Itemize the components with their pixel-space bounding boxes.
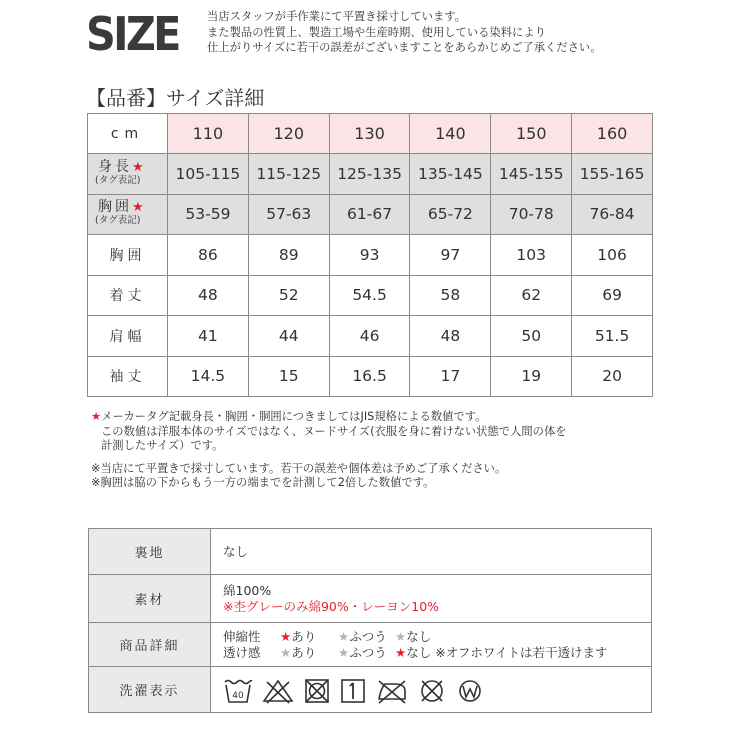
star-icon: ★ [280,644,292,660]
sheer-option-yes [280,645,338,661]
table-cell: 53-59 [168,194,249,235]
size-header-cell: 110 [168,114,249,154]
table-row [88,316,653,357]
material-note: ※杢グレーのみ綿90%・レーヨン10% [223,598,440,614]
wash-tub-40-icon [223,678,253,704]
table-cell: 89 [248,235,329,276]
row-label-length: 着丈 [88,275,168,316]
table-cell: 44 [248,316,329,357]
material-text: 綿100% [223,582,272,598]
note-line: この数値は洋服本体のサイズではなく、ヌードサイズ(衣服を身に着けない状態で人間の体を [101,424,567,438]
product-info-table [88,528,652,713]
table-cell: 50 [491,316,572,357]
info-row-lining [89,529,652,575]
row-label-text: 胸囲 [98,199,132,216]
row-label-sub: (タグ表記) [95,174,141,186]
note-line: ※胸囲は脇の下からもう一方の端までを計測して2倍した数値です。 [91,476,435,489]
option-text: なし [406,628,432,644]
table-cell: 97 [410,235,491,276]
row-label-height [88,154,168,195]
option-text: あり [291,628,317,644]
table-cell: 19 [491,356,572,397]
info-label: 洗濯表示 [89,667,211,713]
table-cell: 135-145 [410,154,491,195]
table-cell: 115-125 [248,154,329,195]
row-label-sleeve: 袖丈 [88,356,168,397]
measurement-disclaimer [207,9,647,56]
table-row [88,275,653,316]
note-line: 計測したサイズ）です。 [101,439,224,452]
info-value: なし [211,529,652,575]
table-cell: 125-135 [329,154,410,195]
table-cell: 52 [248,275,329,316]
star-icon: ★ [132,159,144,175]
size-header-cell: 120 [248,114,329,154]
table-cell: 48 [168,275,249,316]
disclaimer-line: また製品の性質上、製造工場や生産時期、使用している染料により [207,25,546,39]
stretch-label: 伸縮性 [223,628,261,644]
size-header-cell: 140 [410,114,491,154]
size-heading: SIZE [86,7,179,61]
disclaimer-line: 仕上がりサイズに若干の誤差がございますことをあらかじめご了承ください。 [207,41,602,54]
sheer-row [223,645,651,661]
star-icon: ★ [132,200,144,216]
size-header-row [88,114,653,154]
table-cell: 41 [168,316,249,357]
row-label-sub: (タグ表記) [95,215,141,227]
table-cell: 65-72 [410,194,491,235]
stretch-option-yes [280,629,338,645]
star-icon: ★ [91,410,102,423]
star-icon: ★ [395,644,407,660]
table-cell: 105-115 [168,154,249,195]
table-cell: 46 [329,316,410,357]
table-cell: 61-67 [329,194,410,235]
info-label: 商品詳細 [89,623,211,667]
table-cell: 20 [572,356,653,397]
disclaimer-line: 当店スタッフが手作業にて平置き採寸しています。 [207,10,466,23]
table-cell: 103 [491,235,572,276]
table-cell: 16.5 [329,356,410,397]
unit-label: cm [88,114,168,154]
option-text: ふつう [349,644,387,660]
line-dry-icon [339,678,367,704]
option-text: あり [291,644,317,660]
star-icon: ★ [338,644,350,660]
table-cell: 58 [410,275,491,316]
no-tumble-dry-icon [303,678,331,704]
size-header-cell: 130 [329,114,410,154]
size-header-cell: 150 [491,114,572,154]
row-label-text: 身長 [98,158,132,175]
size-table [87,113,653,397]
sheer-note: ※オフホワイトは若干透けます [435,644,608,660]
info-label: 裏地 [89,529,211,575]
table-cell: 86 [168,235,249,276]
info-value [211,623,652,667]
table-cell: 17 [410,356,491,397]
note-line: ※当店にて平置きで採寸しています。若干の誤差や個体差は予めご了承ください。 [91,461,507,475]
table-cell: 76-84 [572,194,653,235]
row-label-shoulder: 肩幅 [88,316,168,357]
table-cell: 106 [572,235,653,276]
note-text: メーカータグ記載身長・胸囲・胴囲につきましてはJIS規格による数値です。 [101,410,487,423]
stretch-option-normal [338,629,395,645]
table-cell: 15 [248,356,329,397]
wet-clean-icon [455,678,485,704]
wash-temp-label: 40 [232,690,244,701]
table-row [88,194,653,235]
table-cell: 62 [491,275,572,316]
info-row-care [89,667,652,713]
table-row [88,154,653,195]
table-cell: 51.5 [572,316,653,357]
star-icon: ★ [395,628,407,644]
star-icon: ★ [280,628,292,644]
table-row [88,235,653,276]
table-cell: 57-63 [248,194,329,235]
info-row-details [89,623,652,667]
sheer-option-normal [338,645,395,661]
info-value [211,575,652,623]
table-row [88,356,653,397]
table-cell: 145-155 [491,154,572,195]
table-cell: 69 [572,275,653,316]
sheer-label: 透け感 [223,644,261,660]
size-notes [91,410,567,491]
star-icon: ★ [338,628,350,644]
info-value [211,667,652,713]
row-label-chest: 胸囲 [88,235,168,276]
care-symbols [223,676,651,704]
info-row-material [89,575,652,623]
no-iron-icon [375,678,409,704]
info-label: 素材 [89,575,211,623]
table-cell: 14.5 [168,356,249,397]
no-bleach-icon [261,678,295,704]
stretch-row [223,629,651,645]
row-label-chest-tag [88,194,168,235]
stretch-option-no [395,629,431,645]
note-line [91,410,567,425]
size-header-cell: 160 [572,114,653,154]
table-cell: 155-165 [572,154,653,195]
option-text: ふつう [349,628,387,644]
table-cell: 70-78 [491,194,572,235]
table-cell: 48 [410,316,491,357]
table-cell: 93 [329,235,410,276]
sheer-option-no [395,645,607,661]
no-dry-clean-icon [417,678,447,704]
note-spacer [91,454,567,462]
section-title: 【品番】サイズ詳細 [86,86,265,110]
table-cell: 54.5 [329,275,410,316]
option-text: なし [406,644,432,660]
